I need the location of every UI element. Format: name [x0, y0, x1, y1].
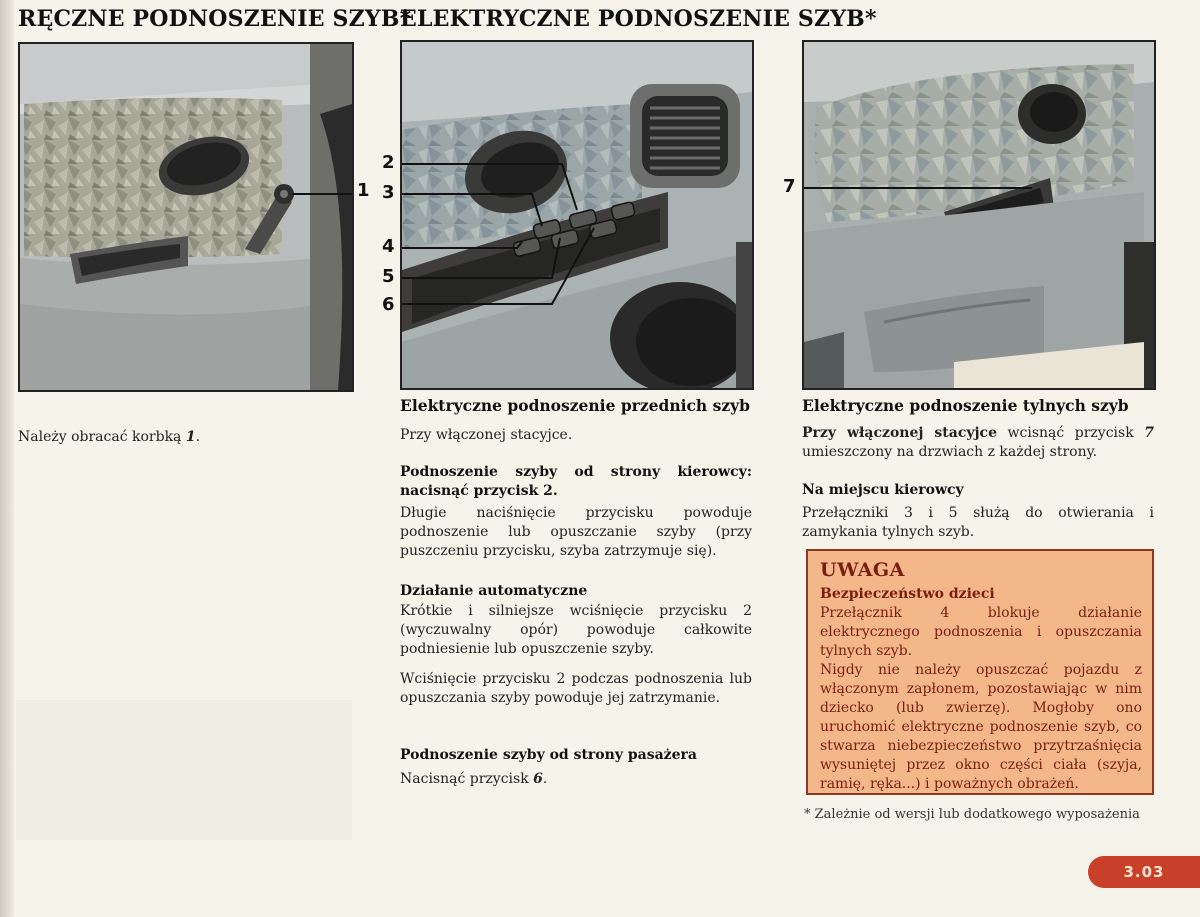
- front-windows-title: Elektryczne podnoszenie przednich szyb: [400, 396, 750, 415]
- page-number-badge: 3.03: [1088, 856, 1200, 888]
- heading-manual-windows: RĘCZNE PODNOSZENIE SZYB*: [18, 6, 412, 32]
- ghost-patch: [16, 700, 352, 840]
- passenger-text-start: Nacisnąć przycisk: [400, 771, 534, 787]
- photo-manual-door: [18, 42, 354, 392]
- driver-place-text: Przełączniki 3 i 5 służą do otwierania i zamykania tylnych szyb.: [802, 505, 1154, 540]
- warning-title: UWAGA: [820, 559, 905, 581]
- warning-text-1: Przełącznik 4 blokuje działanie elektrycznego podnoszenia i opuszczania tylnych szyb.: [820, 605, 1142, 659]
- manual-ref: 1: [185, 429, 196, 445]
- passenger-heading: Podnoszenie szyby od strony pasażera: [400, 747, 697, 763]
- driver-place-heading: Na miejscu kierowcy: [802, 482, 964, 498]
- warning-text-2: Nigdy nie należy opuszczać pojazdu z włączonym zapłonem, pozostawiając w nim dziecko (lub zwierzę). Mogłoby ono uruchomić elektryczne podnoszenie szyb, co stwarza niebezpieczeństwo przytrzaśnięcia wysuniętej przez okno części ciała (szyja, ramię, ręka...) i poważnych obrażeń.: [820, 662, 1142, 792]
- callout-4: 4: [382, 236, 395, 257]
- callout-2: 2: [382, 152, 395, 173]
- rear-ref: 7: [1144, 425, 1154, 441]
- rear-text-end: umieszczony na drzwiach z każdej strony.: [802, 444, 1098, 460]
- page-gutter: [0, 0, 14, 917]
- callout-1: 1: [357, 180, 370, 201]
- footnote: * Zależnie od wersji lub dodatkowego wyposażenia: [804, 807, 1140, 822]
- auto-text-2: Wciśnięcie przycisku 2 podczas podnoszenia lub opuszczania szyby powoduje jej zatrzymanie.: [400, 671, 752, 706]
- callout-7: 7: [783, 176, 796, 197]
- callout-6: 6: [382, 294, 395, 315]
- manual-instruction: [18, 428, 338, 447]
- warning-subtitle: Bezpieczeństwo dzieci: [820, 586, 995, 602]
- auto-heading: Działanie automatyczne: [400, 583, 588, 599]
- rear-windows-title: Elektryczne podnoszenie tylnych szyb: [802, 396, 1129, 415]
- rear-text: [802, 424, 1154, 462]
- front-intro: Przy włączonej stacyjce.: [400, 427, 573, 443]
- photo-rear-door: [802, 40, 1156, 390]
- rear-bold: Przy włączonej stacyjce: [802, 425, 997, 441]
- callout-5: 5: [382, 266, 395, 287]
- rear-text-mid: wcisnąć przycisk: [996, 425, 1145, 441]
- warning-box: [806, 549, 1154, 795]
- passenger-text-end: .: [542, 771, 548, 787]
- manual-text-end: .: [195, 429, 201, 445]
- callout-3: 3: [382, 182, 395, 203]
- manual-text: Należy obracać korbką: [18, 429, 186, 445]
- heading-electric-windows: ELEKTRYCZNE PODNOSZENIE SZYB*: [400, 6, 877, 32]
- warning-text: [820, 604, 1142, 794]
- passenger-text: [400, 770, 752, 789]
- auto-text-1: Krótkie i silniejsze wciśnięcie przycisku 2 (wyczuwalny opór) powoduje całkowite podniesienie lub opuszczenie szyby.: [400, 603, 752, 657]
- driver-heading: Podnoszenie szyby od strony kierowcy: nacisnąć przycisk 2.: [400, 464, 752, 499]
- driver-text: Długie naciśnięcie przycisku powoduje podnoszenie lub opuszczanie szyby (przy puszczeniu przycisku, szyba zatrzymuje się).: [400, 505, 752, 559]
- photo-front-door-switches: [400, 40, 754, 390]
- passenger-ref: 6: [533, 771, 543, 787]
